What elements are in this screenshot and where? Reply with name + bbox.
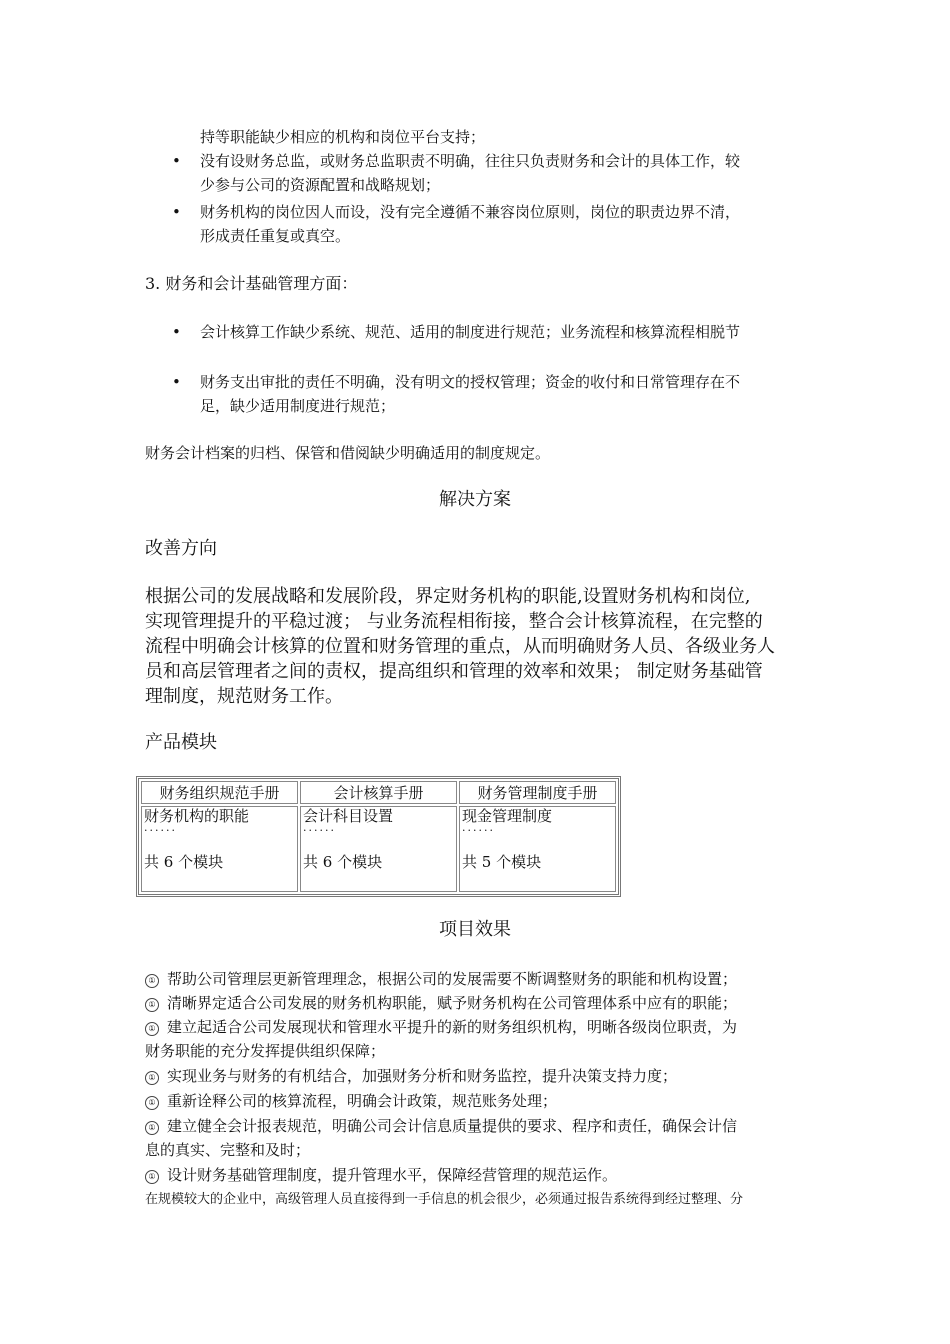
clock-icon: ① [145, 1121, 159, 1135]
direction-heading: 改善方向 [145, 538, 217, 559]
clock-icon: ① [145, 1096, 159, 1110]
effect-item: ① 重新诠释公司的核算流程，明确会计政策，规范账务处理； [145, 1089, 557, 1113]
bullet-dot: • [172, 373, 181, 391]
module-ellipsis: ······ [144, 824, 177, 837]
direction-line: 根据公司的发展战略和发展阶段，界定财务机构的职能,设置财务机构和岗位, [145, 586, 751, 607]
effect-item: ① 帮助公司管理层更新管理理念，根据公司的发展需要不断调整财务的职能和机构设置； [145, 967, 737, 991]
effect-item-cont: 财务职能的充分发挥提供组织保障； [145, 1042, 386, 1060]
module-count: 共 6 个模块 [303, 853, 383, 871]
clock-icon: ① [145, 1022, 159, 1036]
clock-icon: ① [145, 1071, 159, 1085]
module-cell [459, 806, 616, 892]
effect-item: ① 设计财务基础管理制度，提升管理水平，保障经营管理的规范运作。 [145, 1163, 617, 1187]
bullet-text: 少参与公司的资源配置和战略规划； [200, 176, 441, 194]
module-header: 财务管理制度手册 [459, 781, 616, 804]
module-header: 财务组织规范手册 [141, 781, 298, 804]
direction-line: 实现管理提升的平稳过渡； 与业务流程相衔接，整合会计核算流程，在完整的 [145, 611, 763, 632]
effect-item: ① 清晰界定适合公司发展的财务机构职能，赋予财务机构在公司管理体系中应有的职能； [145, 991, 737, 1015]
section-heading: 3. 财务和会计基础管理方面： [145, 274, 358, 293]
clock-icon: ① [145, 974, 159, 988]
module-ellipsis: ······ [303, 824, 336, 837]
bullet-text: 足，缺少适用制度进行规范； [200, 397, 396, 415]
clock-icon: ① [145, 1170, 159, 1184]
module-cell [141, 806, 298, 892]
bullet-text: 没有设财务总监，或财务总监职责不明确，往往只负责财务和会计的具体工作，较 [200, 152, 741, 170]
module-count: 共 6 个模块 [144, 853, 224, 871]
module-item: 财务机构的职能 [144, 807, 250, 825]
bullet-text: 形成责任重复或真空。 [200, 227, 351, 245]
bullet-text: 会计核算工作缺少系统、规范、适用的制度进行规范；业务流程和核算流程相脱节 [200, 323, 741, 341]
bullet-text: 财务机构的岗位因人而设，没有完全遵循不兼容岗位原则，岗位的职责边界不清， [200, 203, 741, 221]
continuation-line: 持等职能缺少相应的机构和岗位平台支持； [200, 128, 486, 146]
module-count: 共 5 个模块 [462, 853, 542, 871]
module-header: 会计核算手册 [300, 781, 457, 804]
direction-line: 流程中明确会计核算的位置和财务管理的重点，从而明确财务人员、各级业务人 [145, 636, 775, 657]
effect-item: ① 建立健全会计报表规范，明确公司会计信息质量提供的要求、程序和责任，确保会计信 [145, 1114, 737, 1138]
bullet-dot: • [172, 323, 181, 341]
bullet-dot: • [172, 203, 181, 221]
module-item: 会计科目设置 [303, 807, 394, 825]
clock-icon: ① [145, 998, 159, 1012]
bullet-text: 财务支出审批的责任不明确，没有明文的授权管理；资金的收付和日常管理存在不 [200, 373, 741, 391]
modules-table [136, 776, 621, 897]
effect-item: ① 实现业务与财务的有机结合，加强财务分析和财务监控，提升决策支持力度； [145, 1064, 677, 1088]
module-ellipsis: ······ [462, 824, 495, 837]
closing-line: 财务会计档案的归档、保管和借阅缺少明确适用的制度规定。 [145, 444, 551, 462]
modules-heading: 产品模块 [145, 732, 217, 753]
direction-line: 员和高层管理者之间的责权，提高组织和管理的效率和效果； 制定财务基础管 [145, 661, 763, 682]
effect-item: ① 建立起适合公司发展现状和管理水平提升的新的财务组织机构，明晰各级岗位职责，为 [145, 1015, 737, 1039]
direction-line: 理制度，规范财务工作。 [145, 686, 343, 707]
effects-title: 项目效果 [439, 919, 511, 940]
bullet-dot: • [172, 152, 181, 170]
solution-title: 解决方案 [439, 489, 511, 510]
footer-line: 在规模较大的企业中，高级管理人员直接得到一手信息的机会很少，必须通过报告系统得到经过整理、分 [145, 1192, 744, 1207]
effect-item-cont: 息的真实、完整和及时； [145, 1141, 311, 1159]
module-cell [300, 806, 457, 892]
module-item: 现金管理制度 [462, 807, 553, 825]
